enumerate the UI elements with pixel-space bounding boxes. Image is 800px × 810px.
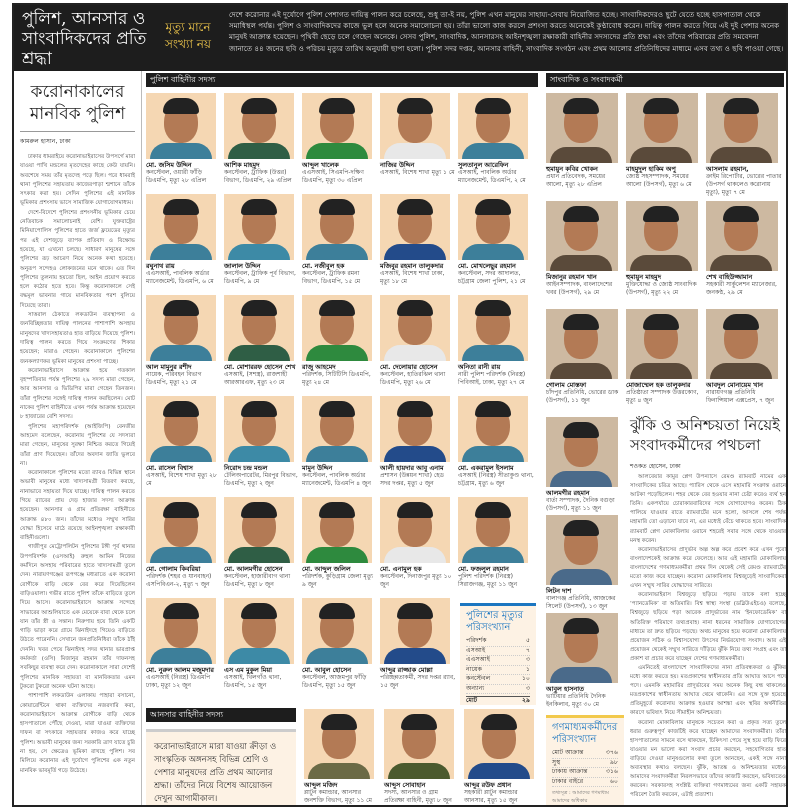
person-name: আব্দুল খালেক <box>302 161 339 169</box>
person-card <box>224 93 300 194</box>
caption <box>146 262 222 286</box>
person-name: মজিবুর রহমান তালুকদার <box>380 262 444 270</box>
portrait-photo <box>546 93 618 163</box>
caption <box>626 165 704 189</box>
caption <box>380 464 456 488</box>
person-detail: এসআই, খিলগাঁও থানা, ডিএমপি, ১৫ জুন <box>224 674 282 689</box>
portrait-photo <box>302 396 372 462</box>
caption <box>380 666 456 690</box>
person-card <box>146 93 222 194</box>
person-name: আল মামুনুর রশীদ <box>146 363 192 371</box>
portrait-photo <box>224 295 294 361</box>
stat-row <box>466 675 530 685</box>
stat-label: এএসআই <box>466 656 490 663</box>
person-detail: পরিদর্শক (শহর ও যানবাহন) এসপিবিএন-২, মৃত্যু ৭ জুন <box>146 573 212 588</box>
caption <box>626 273 704 297</box>
paragraph: এমনিতেই বাংলাদেশে সাংবাদিকদের নানা প্রতিবন্ধকতা ও ঝুঁকির মধ্যে কাজ করতে হয়। মতপ্রকাশের স্বাধীনতার প্রতি আঘাত আসে পদে পদে। এমনকি মহামারির প্রাদুর্ভাবের সময় অনেক কিছু বন্ধ থাকলেও মতপ্রকাশের স্বাধীনতায় আঘাত থেমে থাকেনি। এর সঙ্গে যুক্ত হয়েছে প্রতিমুহূর্তে করোনায় আক্রান্ত হওয়ার আশঙ্কা এবং স্থবির অর্থনীতির কারণে ভবিষ্যৎ নিয়ে সীমাহীন অনিশ্চয়তা। <box>630 664 786 717</box>
stat-row <box>552 768 618 778</box>
portrait-photo <box>380 93 450 159</box>
stat-label: ঢাকায় আক্রান্ত <box>552 768 588 775</box>
stat-value: ৩ <box>525 656 530 663</box>
person-name: মো. মোখলেছুর রহমান <box>458 262 516 270</box>
person-detail: ক্রাইম রিপোর্টার, ভোরের পাতার (উপসর্গ থাকলেও করোনায় মৃত্যু), মৃত্যু ৭ মে <box>706 173 782 196</box>
person-detail: কনস্টেবল, হাতিরঝিল থানা ডিএমপি, মৃত্যু ২৬ মে <box>380 371 446 386</box>
person-detail: নারায়ণগঞ্জ প্রতিনিধি ফিনান্সিয়াল এক্সপ্রেস, ৭ জুন <box>706 389 774 404</box>
person-detail: কনস্টেবল, আজমপুর ফাঁড়ি ডিএমপি, মৃত্যু ১৫ জুন <box>302 674 367 689</box>
person-card <box>302 497 378 598</box>
stats-total-value: ২৯ <box>521 697 530 704</box>
stat-label: মোট আক্রান্ত <box>552 749 584 756</box>
portrait-photo <box>146 295 216 361</box>
person-name: মোজাম্মেল হক তালুকদার <box>626 381 691 389</box>
person-card <box>458 396 534 497</box>
person-card <box>380 598 456 699</box>
person-card <box>224 497 300 598</box>
person-card <box>224 396 300 497</box>
paragraph: করোনাকালে পুলিশের মতো র‍্যাবও বিভিন্ন স্থানে অভাবী মানুষের মধ্যে খাদ্যসামগ্রী বিতরণ করছে, নানাভাবে সহায়তা দিয়ে যাচ্ছে। দায়িত্ব পালন করতে গিয়ে র‍্যাবের প্রায় দেড় হাজার সদস্য আক্রান্ত হয়েছেন। আনসার ও গ্রাম প্রতিরক্ষা বাহিনীতে আক্রান্ত ৪৮০ জন। তাঁদের মধ্যেও সম্মুখ সারির যোদ্ধা হিসেবে মাঠে রয়েছে আইনশৃঙ্খলা রক্ষাকারী বাহিনীগুলো। <box>20 470 135 542</box>
person-card <box>546 417 624 515</box>
stat-value: ৩৭৬ <box>605 749 618 756</box>
caption <box>304 781 380 805</box>
caption <box>546 381 624 405</box>
portrait-photo <box>706 309 778 379</box>
person-name: আব্দুর রাজ্জাক মোল্লা <box>380 666 433 674</box>
person-name: জালাল উদ্দিন <box>224 262 261 270</box>
caption <box>380 363 456 387</box>
caption <box>146 464 222 488</box>
caption <box>458 161 534 185</box>
caption <box>302 666 378 690</box>
person-detail: নায়েক, পরিবহন বিভাগ ডিএমপি, মৃত্যু ২১ মে <box>146 371 202 386</box>
person-card <box>706 93 784 201</box>
caption <box>302 363 378 387</box>
person-card <box>546 515 624 613</box>
person-name: মো. দেলোয়ার হোসেন <box>380 363 438 371</box>
person-card <box>546 201 624 309</box>
person-card <box>224 295 300 396</box>
person-name: মাহমুদুল হাকিম অপু <box>626 165 676 173</box>
person-name: মো. জসিম উদ্দিন <box>146 161 192 169</box>
stat-label: এসআই <box>466 646 486 654</box>
person-card <box>458 497 534 598</box>
person-detail: বার্তা সম্পাদক, দৈনিক বগুড়া (উপসর্গ), মৃত্যু ১১ জুন <box>546 497 615 512</box>
person-detail: প্রতিষ্ঠাতা সম্পাদক উত্তরকোণ, মৃত্যু ৪ জুন <box>626 389 699 404</box>
portrait-photo <box>380 396 450 462</box>
person-detail: প্রশাসন (উন্নয়ন শাখা) হেড সদর দপ্তর, মৃত্যু ৫ জুন <box>380 472 444 487</box>
portrait-photo <box>546 309 618 379</box>
caption <box>224 565 300 589</box>
stats-source: তথ্যসূত্র : আমাদের গণমাধ্যম আমাদের অধিকার <box>552 790 609 804</box>
caption <box>302 464 378 488</box>
caption <box>458 464 534 488</box>
person-name: গোলাম মোস্তফা <box>546 381 587 389</box>
person-detail: পুলিশ পরিদর্শক (নিরস্ত্র) সিরাজগঞ্জ, মৃত্যু ১১ জুন <box>458 573 518 588</box>
person-name: হুমায়ুন কবির খোকন <box>546 165 598 173</box>
article-headline: করোনাকালের মানবিক পুলিশ <box>29 82 126 124</box>
caption <box>706 273 784 297</box>
stat-row <box>466 647 530 657</box>
person-detail: এসআই, (সশস্ত্র), রাজশাহী আরআরএফ, মৃত্যু ২৩ মে <box>224 371 288 386</box>
stats-total <box>466 696 530 706</box>
portrait-photo <box>458 497 528 563</box>
person-name: অনিতা রানী রায় <box>458 363 501 371</box>
journalists-grid <box>546 93 786 417</box>
left-article <box>14 71 142 805</box>
person-card <box>224 598 300 699</box>
person-detail: চাঁদপুর প্রতিনিধি, ভোরের ডাক (উপসর্গ), ১১ জুন <box>546 389 619 404</box>
portrait-photo <box>302 598 372 664</box>
caption <box>302 262 378 286</box>
portrait-photo <box>458 194 528 260</box>
person-card <box>146 396 222 497</box>
portrait-photo <box>380 497 450 563</box>
person-card <box>302 396 378 497</box>
masthead <box>14 5 786 71</box>
person-detail: এসআই, পাবলিক অর্ডার ম্যানেজমেন্ট, ডিএমপি, ২ মে <box>458 169 526 184</box>
caption <box>706 381 784 405</box>
stat-label: নায়েক <box>466 665 482 673</box>
stat-row <box>552 749 618 759</box>
portrait-photo <box>706 93 778 163</box>
person-card <box>302 295 378 396</box>
person-detail: সহকারী সার্কুলেশন ম্যানেজার, জনকণ্ঠ, ২৯ মে <box>706 281 777 296</box>
caption <box>546 165 624 189</box>
portrait-photo <box>380 598 450 664</box>
person-card <box>546 93 624 201</box>
person-detail: এএসআই, পাবলিক অর্ডার ম্যানেজমেন্ট, ডিএমপি, ৬ মে <box>146 270 214 285</box>
person-detail: এসআই, বিশেষ শাখা মৃত্যু ২৮ মে <box>146 472 217 487</box>
portrait-photo <box>626 309 698 379</box>
journalist-stats-box <box>546 715 624 805</box>
stat-value: ৩ <box>525 684 530 692</box>
caption <box>224 161 300 185</box>
stat-row <box>466 637 530 647</box>
caption <box>224 363 300 387</box>
person-card <box>146 194 222 295</box>
person-card <box>384 709 460 805</box>
paragraph: আলবেয়ার কামুর প্লেগ উপন্যাসে রেমণ্ড র‍্যামবার্ট নামের এক সাংবাদিকের চরিত্র আছে। প্যারিস থেকে এসে মহামারি সংক্রান্ত ওরানে আটকা পড়েছিলেন। শহর থেকে বের হওয়ার নানা চেষ্টা করেও ব্যর্থ হন তিনি। একপর্যায়ে চোরাকারবারিদের সঙ্গে যোগাযোগও করেন। ঠিক পালিয়ে যাওয়ার রাতে র‍্যামবার্টের মনে হলো, আসলে শেষ পর্যন্ত মহামারি তো এড়ানো যাবে না, এর মধ্যেই বেঁচে থাকতে হবে। সাংবাদিক র‍্যামবার্ট প্লেগ মোকাবিলায় ওরানে শহরেই সবার সঙ্গে থেকে যাওয়ার মনস্থ করেন। <box>630 474 786 544</box>
person-card <box>304 709 380 805</box>
section-header-police: পুলিশ বাহিনীর সদস্য <box>146 73 538 87</box>
journalist-article-byline: শওকত হোসেন, ঢাকা <box>630 463 681 470</box>
caption <box>458 363 534 387</box>
journalist-article-body <box>630 473 786 803</box>
paragraph: করোনাভাইরাসে আক্রান্ত হয়ে গতকাল বৃহস্পতিবার পর্যন্ত পুলিশের ২৯ সদস্য মারা গেছেন, আর আনসার ও ভিডিপির মারা গেছেন তিনজন। তাঁরা পুলিশের সঙ্গেই দায়িত্ব পালন করছিলেন। মোট নাকের পুলিশ বাহিনীতে এখন পর্যন্ত আক্রান্ত হয়েছেন ৮ হাজারের বেশি সদস্য। <box>20 367 135 421</box>
person-card <box>458 93 534 194</box>
person-name: মো. এনামুল হক <box>380 565 422 573</box>
portrait-photo <box>546 417 618 487</box>
person-card <box>380 295 456 396</box>
paragraph: করোনাভাইরাসের প্রাদুর্ভাব অল্প অল্প করে প্রবেশ করে এখন পুরো বাংলাদেশকেই আক্রান্ত করে ফেলেছে। আর এই মহামারি মোকাবিলায় বাংলাদেশের গণমাধ্যমকর্মীরা প্রথম দিন থেকেই সেই রেমণ্ড র‍্যামবার্টের মতো কাজ করে যাচ্ছেন। করোনা মোকাবিলায় বিশ্বজুড়েই সাংবাদিকেরা এখন সম্মুখ সারির যোদ্ধাদের সারিতে। <box>630 546 786 590</box>
person-detail: মুক্তিযোদ্ধা ও জ্যেষ্ঠ সাংবাদিক (উপসর্গ), মৃত্যু ২২ মে <box>626 281 697 296</box>
person-detail: পরিচ্ছন্নতাকর্মী, সদর দপ্তর র‍্যাব, ১৫ জুন <box>380 674 456 689</box>
stat-label: পরিদর্শক <box>466 637 487 644</box>
caption <box>146 666 222 690</box>
stats-rows <box>552 749 618 787</box>
person-detail: কনস্টেবল, ট্রাফিক রমনা বিভাগ, ডিএমপি, ১৫ মে <box>302 270 361 285</box>
portrait-photo <box>626 93 698 163</box>
person-name: মো. আবুল হোসেন <box>302 666 352 674</box>
portrait-photo <box>302 497 372 563</box>
person-name: মো. মোশাররফ হোসেন শেখ <box>224 363 296 371</box>
person-detail: পরিদর্শক, কুড়িগ্রাম জেলা মৃত্যু ৯ জুন <box>302 573 373 588</box>
caption <box>458 565 534 589</box>
caption <box>706 165 784 197</box>
portrait-photo <box>458 93 528 159</box>
person-card <box>146 295 222 396</box>
person-name: আবুল হাসনাত <box>546 685 584 693</box>
person-name: রঘুনাথ রায় <box>146 262 175 270</box>
person-card <box>146 598 222 699</box>
caption <box>302 161 378 185</box>
person-detail: এসআই (নিরস্ত্র) সীতাকুণ্ড থানা, চট্টগ্রাম, মৃত্যু ৬ জুন <box>458 472 534 487</box>
person-detail: প্রধান প্রতিবেদক, সময়ের আলো, মৃত্যু ২৮ এপ্রিল <box>546 173 606 188</box>
caption <box>146 565 222 589</box>
journalists-column <box>546 417 626 711</box>
paragraph: গাজীপুর মেট্রোপলিটন পুলিশের টঙ্গী পূর্ব থানার উপপরিদর্শক (এসআই) রুহুল আমিন নিজের কর্মদিনে অসহায় পরিবারের হাতে খাদ্যসামগ্রী তুলে দেন। নারায়ণগঞ্জের রূপগঞ্জে মধ্যরাতে এক করোনা রোগীকে বাড়ি থেকে বের করে দিয়েছিলেন বাড়িওয়ালা। গভীর রাতে পুলিশ তাঁকে বাড়িতে তুলে দিয়ে আসে। করোনাভাইরাসে আক্রান্ত সন্দেহে সাভারের আশুলিয়াতে এক মেয়েকে বাবা থেকে চলে যান তাঁর স্ত্রী ও সন্তান। নিরুপায় হয়ে তিনি একটি গাড়ি ভাড়া করে গ্রামে ঝিনাইদহে গিয়েও বাড়িতে উঠতে পারেননি। সেখানে জনপ্রতিনিধিরা তাঁকে ঠাঁই দেননি। খবর পেয়ে ঝিনাইদহ সদর থানার ভারপ্রাপ্ত কর্মকর্তা (ওসি) মিজানুর রহমান তাঁর দাফনসহ সবকিছুর ব্যবস্থা করে দেন। করোনাকালে সারা দেশেই পুলিশের মানবিক সহায়তা বা মানবিকতার এমন টুকরো টুকরো অনেক ঘটনা আছে। <box>20 544 135 690</box>
portrait-photo <box>304 709 374 779</box>
stats-title: পুলিশের মৃত্যুর পরিসংখ্যান <box>466 610 524 633</box>
caption <box>146 363 222 387</box>
portrait-photo <box>302 93 372 159</box>
person-name: মো. একরামুল ইসলাম <box>458 464 514 472</box>
person-card <box>626 309 704 417</box>
caption <box>380 565 456 589</box>
caption <box>146 161 222 185</box>
stat-value: ৩১৬ <box>605 768 618 775</box>
person-card <box>706 309 784 417</box>
newspaper-page <box>12 3 788 807</box>
portrait-photo <box>224 497 294 563</box>
person-name: লিটন দাশ <box>546 587 572 595</box>
portrait-photo <box>384 709 454 779</box>
person-detail: বালাগঞ্জ প্রতিনিধি, আজকের সিলেট (উপসর্গ), ১৩ জুন <box>546 595 616 610</box>
person-name: মো. আলমগীর হোসেন <box>224 565 283 573</box>
person-name: এস এম মুকুল মিয়া <box>224 666 272 674</box>
paragraph: সাত্তরাল ঠেকাতে লকডাউন ব্যবস্থাপনা ও জনবিচ্ছিন্নতার দায়িত্ব পালনের পাশাপাশি অসহায় মানুষদের খাদ্যসহায়তাও হাত বাড়িয়ে দিয়েছে পুলিশ। দায়িত্ব পালন করতে গিয়ে সংক্রমণের শিকার হয়েছেন; মারাও গেছেন। করোনাকালে পুলিশের জনকল্যাণকর ভূমিকা মানুষের প্রশংসা পাচ্ছে। <box>20 312 135 365</box>
caption <box>458 262 534 286</box>
person-detail: এসআই, বিশেষ শাখা ঢাকা, মৃত্যু ১৮ মে <box>380 270 445 285</box>
person-card <box>302 93 378 194</box>
person-card <box>380 497 456 598</box>
person-name: হুমায়ুন মাহমুদ <box>626 273 661 281</box>
stats-title: গণমাধ্যমকর্মীদের পরিসংখ্যান <box>552 722 618 745</box>
page-title: পুলিশ, আনসার ও সাংবাদিকদের প্রতি শ্রদ্ধা <box>22 9 147 69</box>
person-card <box>224 194 300 295</box>
person-name: শেখ বাহিউজ্জামান <box>706 273 753 281</box>
caption <box>626 381 704 405</box>
person-name: আব্দুস সোবাহান <box>384 781 426 789</box>
person-name: রাজু আহমেদ <box>302 363 336 371</box>
stat-value: ৬০ <box>609 777 618 785</box>
person-detail: কনস্টেবল, দিনাজপুর মৃত্যু ১০ জুন <box>380 573 452 588</box>
person-name: মো. রাসেল বিশ্বাস <box>146 464 193 472</box>
portrait-photo <box>380 194 450 260</box>
person-card <box>458 295 534 396</box>
portrait-photo <box>224 598 294 664</box>
person-card <box>546 613 624 711</box>
person-detail: পরিদর্শক, সিটিটিসি ডিএমপি, মৃত্যু ২৪ মে <box>302 371 371 386</box>
police-stats-box <box>460 603 536 705</box>
portrait-photo <box>302 194 372 260</box>
person-card <box>458 194 534 295</box>
section-header-journalists: সাংবাদিক ও সংবাদকর্মী <box>546 73 784 87</box>
caption <box>384 781 460 805</box>
stat-value: ১ <box>525 665 530 673</box>
stat-label: ঢাকার বাইরে <box>552 777 584 785</box>
person-detail: সদস্য, আনসার ও গ্রাম প্রতিরক্ষা বাহিনী, মৃত্যু ৮ জুন <box>384 789 452 804</box>
portrait-photo <box>464 709 534 779</box>
person-card <box>380 396 456 497</box>
person-name: মো. নুরুল আলম মজুমদার <box>146 666 214 674</box>
portrait-photo <box>146 93 216 159</box>
stat-row <box>466 685 530 695</box>
portrait-photo <box>224 194 294 260</box>
person-detail: ভাটিয়ার প্রতিনিধি দৈনিক ইনকিলাব, মৃত্যু ৩০ মে <box>546 693 606 708</box>
person-card <box>146 497 222 598</box>
paragraph: করোনাভাইরাস বিশ্বজুড়ে ছড়িয়ে পড়ায় তাকে বলা হচ্ছে ‘প্যানডেমিক’ বা অতিমারি। বিশ্ব স্বাস্থ্য সংস্থা (ডব্লিউএইচও) বলেছে, বিশ্বজুড়ে ছড়িয়ে পড়া আরেক প্রাদুর্ভাবের নাম ‘ইনফোডেমিক’ বা অতিরিক্ত পরিমাণে তথ্যপ্রবাহ। নানা ধরনের সামাজিক যোগাযোগের মাধ্যমে তা দ্রুত ছড়িয়ে পড়ছে। অথচ মানুষের হয়ে করোনা মোকাবিলায় প্রয়োজন সঠিক ও বিশ্বাসযোগ্য উৎসের নির্ভরযোগ্য সংবাদ। আর এই প্রয়োজন থেকেই সম্মুখ সারিতে দাঁড়িয়ে ঝুঁকি নিয়ে তথ্য সংগ্রহ এবং তা প্রকাশ বা প্রচার করে যাচ্ছেন দেশের গণমাধ্যমকর্মীরা। <box>630 592 786 662</box>
caption <box>546 685 624 709</box>
stat-value: ১০ <box>521 675 530 682</box>
person-name: আলমগীর রহমান <box>546 489 590 497</box>
portrait-photo <box>146 396 216 462</box>
person-card <box>380 194 456 295</box>
person-name: মামুন উদ্দিন <box>302 464 333 472</box>
stats-rows <box>466 637 530 694</box>
journalist-article-headline: ঝুঁকি ও অনিশ্চয়তা নিয়েই সংবাদকর্মীদের পথচলা <box>630 416 780 454</box>
person-detail: কনস্টেবল, ট্রাফিক (উত্তর) বিভাগ, ডিএমপি, ২৯ এপ্রিল <box>224 169 292 184</box>
person-detail: আইনসম্পাদক, বাংলাদেশের খবর (উপসর্গ), ২৯ মে <box>546 281 613 296</box>
stat-value: ৭ <box>525 646 530 654</box>
person-detail: কনস্টেবল, ওয়ারী ফাঁড়ি ডিএমপি, মৃত্যু ২৮ এপ্রিল <box>146 169 207 184</box>
stat-label: অন্যান্য <box>466 684 485 692</box>
paragraph: পাশাপাশি লকডাউন এলাকায় পাহারা বসানো, কোয়ারেন্টিনে থাকা ব্যক্তিদের নজরদারি করা, করোনাভাইরাসে আক্রান্ত রোগীকে বাড়ি থেকে হাসপাতালে পৌঁছে দেওয়া, মারা যাওয়া ব্যক্তিদের দাফন বা সৎকারে সহায়তার কাজও করে যাচ্ছে পুলিশ। অভাবী মানুষের জন্য সরকারি ত্রাণ যাতে চুরি না হয়, সে ক্ষেত্রেও ভূমিকা রাখছে পুলিশ। সব মিলিয়ে করোনার এই দুর্যোগে পুলিশের এক নতুন মানবিক ভাবমূর্তি গড়ে উঠেছে। <box>20 693 135 774</box>
portrait-photo <box>380 295 450 361</box>
caption <box>224 262 300 286</box>
portrait-photo <box>224 93 294 159</box>
caption <box>546 587 624 611</box>
stats-total-label: মোট <box>466 697 478 704</box>
person-detail: নারী পুলিশ পরিদর্শক (নিরস্ত্র) পিবিআই, ঢাকা, মৃত্যু ২৭ মে <box>458 371 526 386</box>
person-name: সুলতানুল আরেফিন <box>458 161 509 169</box>
portrait-photo <box>546 201 618 271</box>
portrait-photo <box>146 598 216 664</box>
person-card <box>302 598 378 699</box>
portrait-photo <box>626 201 698 271</box>
person-card <box>380 93 456 194</box>
stat-row <box>466 666 530 676</box>
paragraph: ঢাকার ধামরাইয়ে করোনাভাইরাসের উপসর্গে মারা যাওয়া পাখি মন্ডলের মৃতদেহের কাছে কেউ যায়নি। অবশেষে সময় তাঁর মৃতদেহ পড়ে ছিল। পরে ধামরাই থানা পুলিশের সহায়তায় কাজেরপাড়া শ্মশানে তাঁকে সৎকার করা হয়। সেদিন পুলিশের এই মানবিক ভূমিকার প্রশংসায় ভাসে সামাজিক যোগাযোগমাধ্যম। <box>20 154 135 207</box>
person-name: মো. ফজলুল রহমান <box>458 565 509 573</box>
person-name: মো. গোলাম কিবরিয়া <box>146 565 201 573</box>
section-header-ansar: আনসার বাহিনীর সদস্য <box>146 708 296 722</box>
person-card <box>302 194 378 295</box>
caption <box>224 464 300 488</box>
caption <box>380 161 456 177</box>
person-detail: কনস্টেবল, হাজারীবাগ থানা ডিএমপি, মৃত্যু ৮ জুন <box>224 573 291 588</box>
caption <box>546 489 624 513</box>
portrait-photo <box>146 497 216 563</box>
portrait-photo <box>458 396 528 462</box>
person-detail: এএসআই, সিএমপি-দক্ষিণ ডিএমপি, মৃত্যু ৩০ এপ্রিল <box>302 169 364 184</box>
person-card <box>626 93 704 201</box>
person-name: নাজির উদ্দিন <box>380 161 415 169</box>
person-name: আব্দুর রউফ প্রধান <box>464 781 512 789</box>
stat-label: কনস্টেবল <box>466 675 491 682</box>
person-detail: কনস্টেবল, সদর আদালত, চট্টগ্রাম জেলা পুলিশ, ২১ মে <box>458 270 526 285</box>
stat-row <box>552 759 618 769</box>
person-name: আসলাম রহমান, <box>706 165 749 173</box>
person-card <box>464 709 540 805</box>
article-byline: কামরুল হাসান, ঢাকা <box>20 131 135 147</box>
portrait-photo <box>224 396 294 462</box>
page-subtitle: মৃত্যু মানে সংখ্যা নয় <box>165 20 211 51</box>
caption <box>464 781 540 805</box>
person-name: আবদুল মোনায়েম খান <box>706 381 763 389</box>
person-name: আব্দুল মজিদ <box>304 781 338 789</box>
portrait-photo <box>302 295 372 361</box>
special-notice: করোনাভাইরাসে মারা যাওয়া ক্রীড়া ও সাংস্কৃতিক অঙ্গনসহ বিভিন্ন শ্রেণি ও পেশার মানুষদের প্রতি প্রথম আলোর শ্রদ্ধা। তাঁদের নিয়ে বিশেষ আয়োজন দেখুন আগামীকাল। <box>146 729 296 805</box>
paragraph: দেশে-বিদেশে পুলিশের প্রশংসনীয় ভূমিকার চেয়ে নেতিবাচক সমালোচনাই বেশি। যুক্তরাষ্ট্রের মিনিয়াপোলিস পুলিশের হাতে জর্জ ফ্লয়েডের মৃত্যুর পর এই দেশজুড়ে ব্যাপক প্রতিবাদ ও বিক্ষোভ হয়েছে, যা এখনো চলছে। সাধারণ মানুষের সঙ্গে পুলিশের রূঢ় আচরণ নিয়ে অনেক কথা হয়েছে। অনুরূপ সন্দেহও লোকজনের মনে থাকে। এত দিন পুলিশের তুলনায় হয়তো ছিল, আইন প্রয়োগ করতে হলে কঠোর হতে হবে। কিন্তু করোনাকালে সেই বদ্ধমূল ভাবনার গায়ে মানবিকতার পরশ বুলিয়ে দিয়েছে তারা। <box>20 209 135 309</box>
person-detail: কনস্টেবল, পাবলিক অর্ডার ম্যানেজমেন্ট, ডিএমপি ৪ জুন <box>302 472 371 487</box>
person-name: আলী হায়দার আবু এনাম <box>380 464 444 472</box>
paragraph: পুলিশের মহাপরিদর্শক (আইজিপি) বেনজীর আহমেদ বলেছেন, করোনায় পুলিশের যে সদস্যরা মারা গেছেন, মানুষের সুরক্ষা নিশ্চিত করতে গিয়েই তাঁরা প্রাণ দিয়েছেন। তাঁদের অবদান জাতি ভুলবে না। <box>20 423 135 467</box>
caption <box>380 262 456 286</box>
stat-row <box>466 656 530 666</box>
person-detail: প্লাটুন কমান্ডার, আনসার জনশক্তি বিভাগ, মৃত্যু ১১ মে <box>304 789 372 804</box>
caption <box>546 273 624 297</box>
caption <box>302 565 378 589</box>
portrait-photo <box>458 295 528 361</box>
person-name: মিজানুর রহমান খান <box>546 273 597 281</box>
article-body <box>20 153 135 776</box>
person-detail: এসআই, বিশেষ শাখা মৃত্যু ১ মে <box>380 169 455 176</box>
person-name: নিরোদ চন্দ্র মন্ডল <box>224 464 268 472</box>
person-name: মো. নজীবুল হক <box>302 262 345 270</box>
person-detail: জ্যেষ্ঠ সহসম্পাদক, সময়ের আলো (উপসর্গ), মৃত্যু ৬ মে <box>626 173 692 188</box>
person-detail: কনস্টেবল, ট্রাফিক পূর্ব বিভাগ, ডিএমপি, ৯ মে <box>224 270 296 285</box>
portrait-photo <box>546 613 618 683</box>
stat-row <box>552 778 618 788</box>
portrait-photo <box>146 194 216 260</box>
person-detail: টেলিঅপারেটর, মিরপুর বিভাগ, ডিএমপি, মৃত্যু ২ জুন <box>224 472 298 487</box>
stat-label: সুস্থ <box>552 758 561 766</box>
person-detail: সহকারী প্লাটুন কমান্ডার আনসার, মৃত্যু ১৫ জুন <box>464 789 518 804</box>
person-detail: এএসআই (নিরস্ত্র) ডিএমপি ঢাকা, মৃত্যু ১২ জুন <box>146 674 211 689</box>
ansar-grid <box>304 709 544 805</box>
caption <box>224 666 300 690</box>
stat-value: ৯৮ <box>609 758 618 766</box>
person-name: মো. আব্দুল জলিল <box>302 565 351 573</box>
person-card <box>626 201 704 309</box>
stat-value: ৫ <box>525 637 530 644</box>
person-name: আশিক মাহমুদ <box>224 161 260 169</box>
portrait-photo <box>546 515 618 585</box>
portrait-photo <box>706 201 778 271</box>
intro-text: দেশে করোনার এই দুর্যোগে পুলিশ পেশাগত দায়িত্ব পালন করে চলেছে, শুধু তা-ই নয়, পুলিশ এখন মানুষের সাহায্য-সেবায় নিয়োজিত হচ্ছে। সাংবাদিকদেরও ছুটে যেতে হচ্ছে হাসপাতাল থেকে সমাধিস্থল পর্যন্ত। পুলিশ ও সাংবাদিকদের কাজে ভুল হলে অনেক সমালোচনা হয়। তাঁরা ভালো কাজ করলে প্রশংসা করতে অনেকেই কুণ্ঠাবোধ করেন। দায়িত্ব পালন করতে গিয়ে এই দুই পেশার অনেক মানুষই আক্রান্ত হয়েছেন। পৃথিবী ছেড়ে চলে গেছেন অনেকে। সেসব পুলিশ, সাংবাদিক, আনসারসহ আইনশৃঙ্খলা রক্ষাকারী বাহিনীর সদস্যদের প্রতি শ্রদ্ধা এবং তাঁদের পরিবারের প্রতি সমবেদনা জানাতে ৪৪ জনের ছবি ও পরিচয় মৃত্যুর তারিখ অনুযায়ী ছাপা হলো। পুলিশ সদর দপ্তর, আনসার বাহিনী, সাংবাদিক সংগঠন এবং প্রথম আলোর প্রতিনিধিদের মাধ্যমে এসব তথ্য ও ছবি পাওয়া গেছে। <box>229 10 784 53</box>
paragraph: করোনা মোকাবিলায় মানুষকে সচেতন করা ও প্রকৃত সত্য তুলে ধরার গুরুত্বপূর্ণ কাজটিই করে যাচ্ছেন আমাদের সংবাদকর্মীরা। তাঁরা হাসপাতালের সামনে বসে থাকছেন, চিকিৎসা পেয়ে সুস্থ হয়ে বাড়ি ফিরে যাওয়ার মন ভালো করা সংবাদ প্রচার করছেন, সহযোগিতার হাত বাড়িয়ে দেওয়া মানুষগুলোর কথা তুলে আনছেন, একই সঙ্গে নানা অব্যবস্থার কথাও বলছেন। ঝুঁকি, আতঙ্ক ও অনিশ্চয়তার মধ্যেও আমাদের সংবাদকর্মীরা নিরলসভাবে তাঁদের কাজটি করছেন, ভবিষ্যতেও করবেন। সরকারসহ সংশ্লিষ্ট ব্যক্তিরা গণমাধ্যমের জন্য একটি সহায়ক পরিবেশ তৈরি করবেন, এটাই প্রত্যাশা। <box>630 719 786 799</box>
person-card <box>706 201 784 309</box>
person-card <box>546 309 624 417</box>
